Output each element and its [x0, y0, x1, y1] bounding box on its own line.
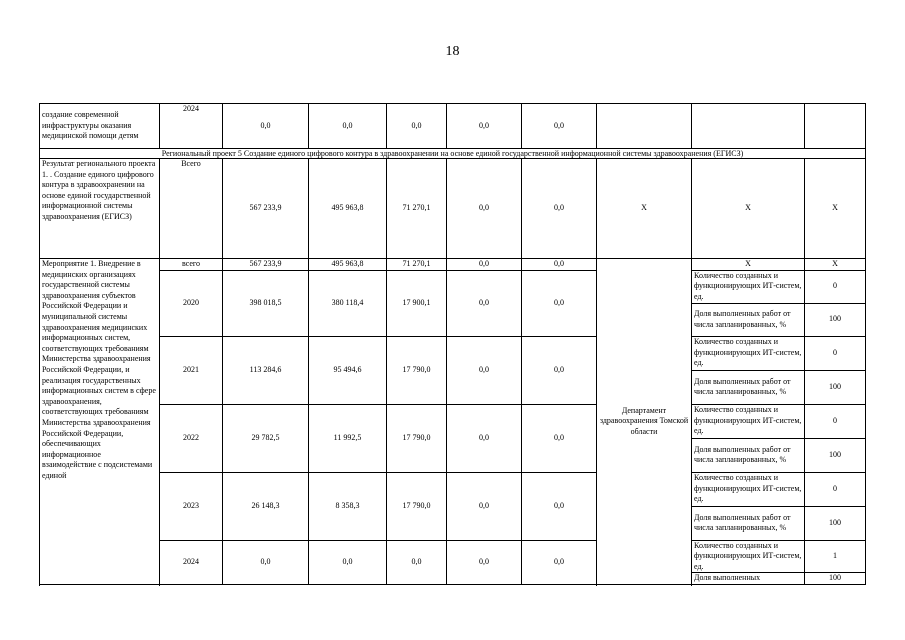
cell-value: 11 992,5 [309, 404, 387, 472]
cell-value: 0,0 [309, 540, 387, 584]
indicator-value: 0 [805, 336, 866, 370]
cell-year: Всего [160, 159, 223, 259]
cell-value: 0,0 [522, 404, 597, 472]
cell-value: 380 118,4 [309, 270, 387, 336]
cell-value: 17 900,1 [387, 270, 447, 336]
indicator-name: Доля выполненных работ от числа запланированных, % [692, 303, 805, 336]
cell-value: 8 358,3 [309, 472, 387, 540]
table-row [40, 540, 866, 573]
cell-value: 0,0 [447, 159, 522, 259]
cell-year: 2024 [160, 104, 223, 149]
indicator-name: Доля выполненных работ от числа запланированных, % [692, 370, 805, 404]
cell-value: 0,0 [522, 259, 597, 271]
cell-value: 71 270,1 [387, 259, 447, 271]
cell-value: 0,0 [447, 259, 522, 271]
cell-value: 29 782,5 [223, 404, 309, 472]
cell-name: Результат регионального проекта 1. . Создание единого цифрового контура в здравоохранении на основе единой государственной информационной системы здравоохранения (ЕГИСЗ) [40, 159, 160, 259]
table-row [40, 270, 866, 303]
table-row [40, 336, 866, 370]
indicator-name: Доля выполненных работ от числа запланированных, % [692, 506, 805, 540]
cell-year: 2021 [160, 336, 223, 404]
cell-value: 495 963,8 [309, 259, 387, 271]
budget-table [39, 103, 866, 585]
cell-year: 2024 [160, 540, 223, 584]
cell-value: 0,0 [522, 104, 597, 149]
table-row [40, 404, 866, 438]
measure-name: Мероприятие 1. Внедрение в медицинских организациях государственной системы здравоохранения субъектов Российской Федерации и муниципальной системы здравоохранения медицинских информационных систем, соответствующих требованиям Министерства здравоохранения Российской Федерации, и реализация государственных информационных систем в сфере здравоохранения, соответствующих требованиям Министерства здравоохранения Российской Федерации, обеспечивающих информационное взаимодействие с подсистемами единой [40, 259, 160, 585]
indicator-name: Количество созданных и функционирующих ИТ-систем, ед. [692, 540, 805, 573]
cell-value: 567 233,9 [223, 159, 309, 259]
cell-value: 71 270,1 [387, 159, 447, 259]
table-row [40, 584, 866, 585]
cell-value: 0,0 [387, 104, 447, 149]
cell-x-mark: Х [805, 159, 866, 259]
cell-value: 0,0 [447, 472, 522, 540]
cell-value: 0,0 [387, 540, 447, 584]
cell-year: всего [160, 259, 223, 271]
indicator-name: Доля выполненных [692, 573, 805, 585]
cell-name: создание современной инфраструктуры оказания медицинской помощи детям [40, 104, 160, 149]
indicator-value: 100 [805, 573, 866, 585]
cell-value: 17 790,0 [387, 472, 447, 540]
cell-value: 495 963,8 [309, 159, 387, 259]
cell-value: 26 148,3 [223, 472, 309, 540]
cell-x-mark: Х [805, 259, 866, 271]
indicator-name: Количество созданных и функционирующих ИТ-систем, ед. [692, 472, 805, 506]
cell-value: 0,0 [522, 270, 597, 336]
cell-value: 0,0 [447, 404, 522, 472]
cell-empty [692, 104, 805, 149]
cell-value: 0,0 [522, 159, 597, 259]
cell-value: 0,0 [447, 270, 522, 336]
cell-empty [692, 584, 866, 585]
cell-value: 0,0 [447, 104, 522, 149]
cell-value: 95 494,6 [309, 336, 387, 404]
table-row [40, 159, 866, 259]
cell-value: 567 233,9 [223, 259, 309, 271]
indicator-name: Доля выполненных работ от числа запланированных, % [692, 438, 805, 472]
indicator-value: 100 [805, 438, 866, 472]
indicator-name: Количество созданных и функционирующих ИТ-систем, ед. [692, 336, 805, 370]
cell-value: 0,0 [522, 540, 597, 584]
cell-value: 0,0 [223, 540, 309, 584]
cell-value: 0,0 [522, 472, 597, 540]
page-number: 18 [445, 44, 460, 59]
cell-value: 0,0 [223, 104, 309, 149]
indicator-name: Количество созданных и функционирующих ИТ-систем, ед. [692, 404, 805, 438]
indicator-name: Количество созданных и функционирующих ИТ-систем, ед. [692, 270, 805, 303]
cell-value: 17 790,0 [387, 336, 447, 404]
cell-empty [805, 104, 866, 149]
cell-value: 113 284,6 [223, 336, 309, 404]
executor: Департамент здравоохранения Томской области [597, 259, 692, 585]
cell-value: 0,0 [522, 336, 597, 404]
cell-year: 2023 [160, 472, 223, 540]
cell-x-mark: Х [692, 159, 805, 259]
table-row [40, 472, 866, 506]
table-row [40, 259, 866, 271]
cell-empty [597, 104, 692, 149]
cell-year: 2020 [160, 270, 223, 336]
indicator-value: 100 [805, 506, 866, 540]
table-row [40, 149, 866, 159]
indicator-value: 100 [805, 303, 866, 336]
indicator-value: 0 [805, 270, 866, 303]
cell-empty [160, 584, 597, 585]
indicator-value: 100 [805, 370, 866, 404]
indicator-value: 0 [805, 404, 866, 438]
cell-year: 2022 [160, 404, 223, 472]
cell-value: 0,0 [447, 336, 522, 404]
indicator-value: 0 [805, 472, 866, 506]
cell-value: 0,0 [309, 104, 387, 149]
project-title: Региональный проект 5 Создание единого цифрового контура в здравоохранении на основе единой государственной информационной системы здравоохранения (ЕГИСЗ) [40, 149, 866, 159]
table-row [40, 104, 866, 149]
cell-x-mark: Х [692, 259, 805, 271]
cell-value: 17 790,0 [387, 404, 447, 472]
cell-x-mark: Х [597, 159, 692, 259]
cell-value: 398 018,5 [223, 270, 309, 336]
cell-value: 0,0 [447, 540, 522, 584]
indicator-value: 1 [805, 540, 866, 573]
